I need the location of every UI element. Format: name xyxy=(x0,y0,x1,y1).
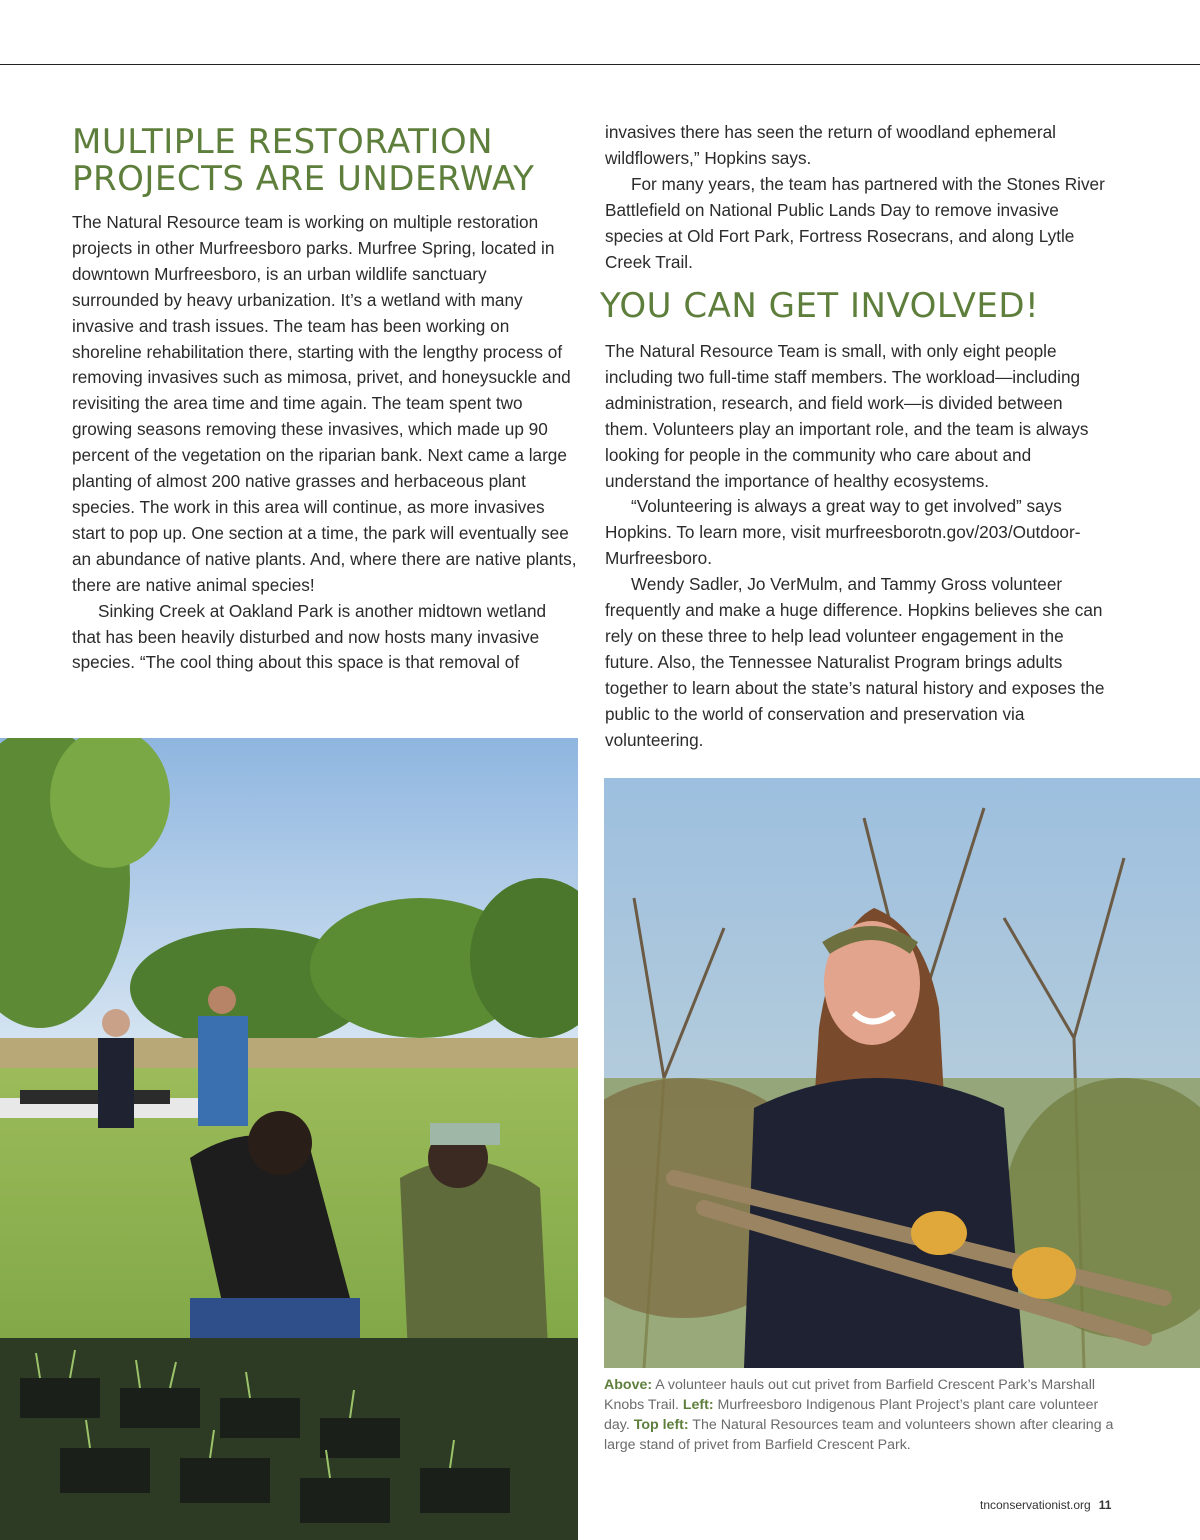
photo-volunteer-hauling-privet-graphic xyxy=(604,778,1200,1368)
footer-site-link[interactable]: tnconservationist.org xyxy=(980,1498,1091,1512)
page-footer xyxy=(980,1498,1111,1512)
body-column-right xyxy=(605,339,1105,754)
caption-label-left: Left: xyxy=(682,1397,714,1413)
caption-text-top-left: The Natural Resources team and volunteers shown after clearing a large stand of privet from Barfield Crescent Park. xyxy=(604,1417,1114,1453)
body-column-right-top xyxy=(605,120,1105,275)
caption-text-left: Murfreesboro Indigenous Plant Project’s plant care volunteer day. xyxy=(604,1397,1099,1433)
photo-plant-care-volunteers xyxy=(0,738,578,1540)
body-paragraph: Wendy Sadler, Jo VerMulm, and Tammy Gross volunteer frequently and make a huge difference. Hopkins believes she can rely on these three to help lead volunteer engagement in the future. Also, the Tennessee Naturalist Program brings adults together to learn about the state’s natural history and exposes the public to the world of conservation and preservation via volunteering. xyxy=(605,574,1105,750)
body-column-left xyxy=(72,210,577,676)
body-paragraph: For many years, the team has partnered with the Stones River Battlefield on National Public Lands Day to remove invasive species at Old Fort Park, Fortress Rosecrans, and along Lytle Creek Trail. xyxy=(605,173,1105,272)
page-number: 11 xyxy=(1098,1498,1112,1512)
photo-caption xyxy=(604,1375,1124,1455)
section-heading-get-involved: YOU CAN GET INVOLVED! xyxy=(600,286,1040,326)
body-paragraph: Sinking Creek at Oakland Park is another midtown wetland that has been heavily disturbed and now hosts many invasive species. “The cool thing about this space is that removal of xyxy=(72,600,547,673)
caption-text-above: A volunteer hauls out cut privet from Barfield Crescent Park’s Marshall Knobs Trail. xyxy=(604,1377,1095,1413)
section-heading-restoration: MULTIPLE RESTORATION PROJECTS ARE UNDERWAY xyxy=(72,122,535,199)
body-paragraph: The Natural Resource team is working on multiple restoration projects in other Murfreesboro parks. Murfree Spring, located in downtown Murfreesboro, is an urban wildlife sanctuary surrounded by heavy urbanization. It’s a wetland with many invasive and trash issues. The team has been working on shoreline rehabilitation there, starting with the lengthy process of removing invasives such as mimosa, privet, and honeysuckle and revisiting the area time and time again. The team spent two growing seasons removing these invasives, which made up 90 percent of the vegetation on the riparian bank. Next came a large planting of almost 200 native grasses and herbaceous plant species. The work in this area will continue, as more invasives start to pop up. One section at a time, the park will eventually see an abundance of native plants. And, where there are native plants, there are native animal species! xyxy=(72,212,577,595)
body-paragraph: The Natural Resource Team is small, with only eight people including two full-time staff members. The workload—including administration, research, and field work—is divided between them. Volunteers play an important role, and the team is always looking for people in the community who care about and understand the importance of healthy ecosystems. xyxy=(605,341,1089,491)
photo-volunteer-hauling-privet xyxy=(604,778,1200,1368)
caption-label-top-left: Top left: xyxy=(633,1417,689,1433)
caption-label-above: Above: xyxy=(604,1377,653,1393)
body-paragraph: invasives there has seen the return of woodland ephemeral wildflowers,” Hopkins says. xyxy=(605,122,1056,168)
body-paragraph: “Volunteering is always a great way to get involved” says Hopkins. To learn more, visit murfreesborotn.gov/203/Outdoor-Murfreesboro. xyxy=(605,496,1081,569)
top-rule xyxy=(0,64,1200,65)
photo-plant-care-volunteers-graphic xyxy=(0,738,578,1540)
